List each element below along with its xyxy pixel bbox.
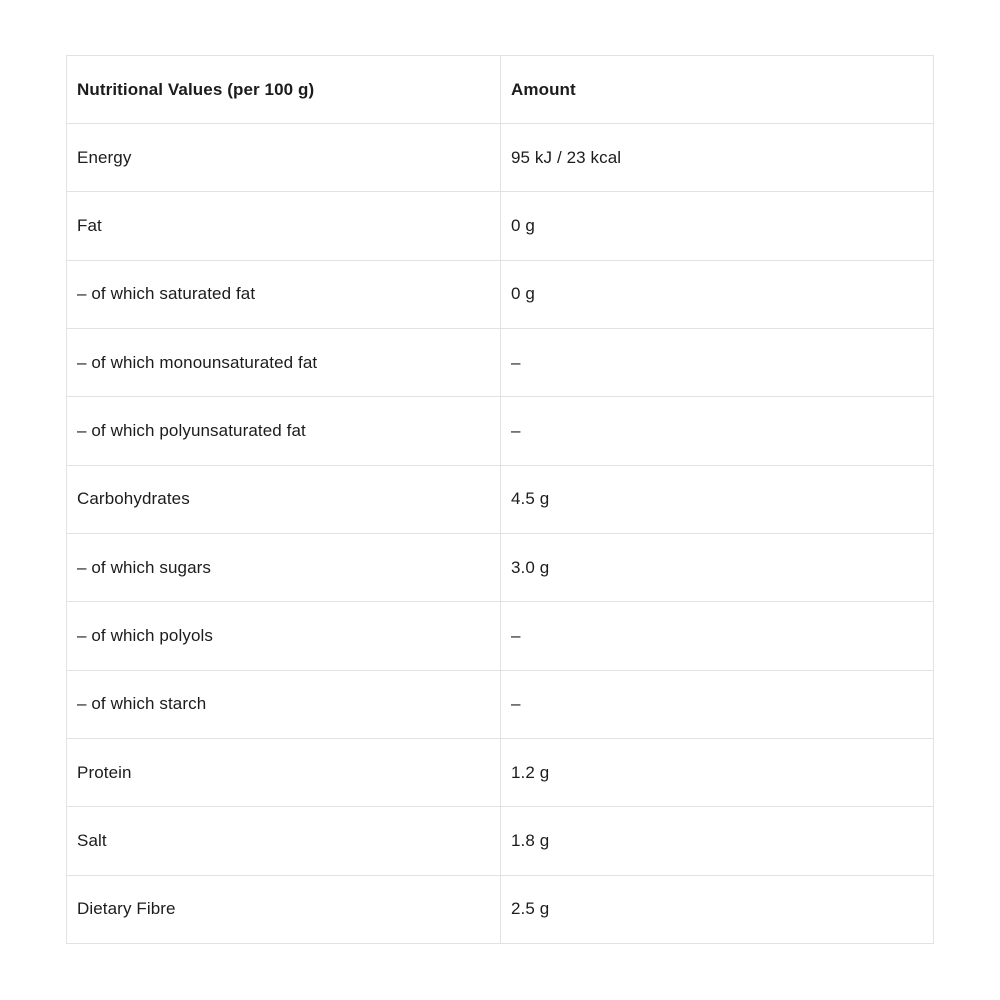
row-label: Dietary Fibre <box>67 875 501 943</box>
row-amount: 95 kJ / 23 kcal <box>501 124 934 192</box>
row-amount: 3.0 g <box>501 533 934 601</box>
row-amount: – <box>501 397 934 465</box>
row-amount: 1.8 g <box>501 807 934 875</box>
row-label: – of which starch <box>67 670 501 738</box>
row-label: – of which polyunsaturated fat <box>67 397 501 465</box>
row-label: Carbohydrates <box>67 465 501 533</box>
header-row <box>67 56 934 124</box>
nutrition-table-container <box>66 55 933 944</box>
table-row <box>67 397 934 465</box>
table-body <box>67 124 934 944</box>
table-row <box>67 260 934 328</box>
header-cell-amount: Amount <box>501 56 934 124</box>
row-amount: 0 g <box>501 192 934 260</box>
row-label: – of which saturated fat <box>67 260 501 328</box>
row-label: Energy <box>67 124 501 192</box>
table-row <box>67 875 934 943</box>
table-row <box>67 124 934 192</box>
table-row <box>67 465 934 533</box>
header-cell-nutrient: Nutritional Values (per 100 g) <box>67 56 501 124</box>
table-row <box>67 738 934 806</box>
row-label: – of which sugars <box>67 533 501 601</box>
row-amount: – <box>501 670 934 738</box>
table-row <box>67 192 934 260</box>
row-amount: 1.2 g <box>501 738 934 806</box>
table-header <box>67 56 934 124</box>
row-amount: – <box>501 328 934 396</box>
row-label: Protein <box>67 738 501 806</box>
table-row <box>67 533 934 601</box>
row-amount: 0 g <box>501 260 934 328</box>
nutrition-table <box>66 55 934 944</box>
table-row <box>67 807 934 875</box>
row-label: Salt <box>67 807 501 875</box>
row-label: – of which polyols <box>67 602 501 670</box>
table-row <box>67 602 934 670</box>
row-amount: 2.5 g <box>501 875 934 943</box>
row-amount: 4.5 g <box>501 465 934 533</box>
table-row <box>67 670 934 738</box>
row-label: – of which monounsaturated fat <box>67 328 501 396</box>
row-amount: – <box>501 602 934 670</box>
row-label: Fat <box>67 192 501 260</box>
table-row <box>67 328 934 396</box>
